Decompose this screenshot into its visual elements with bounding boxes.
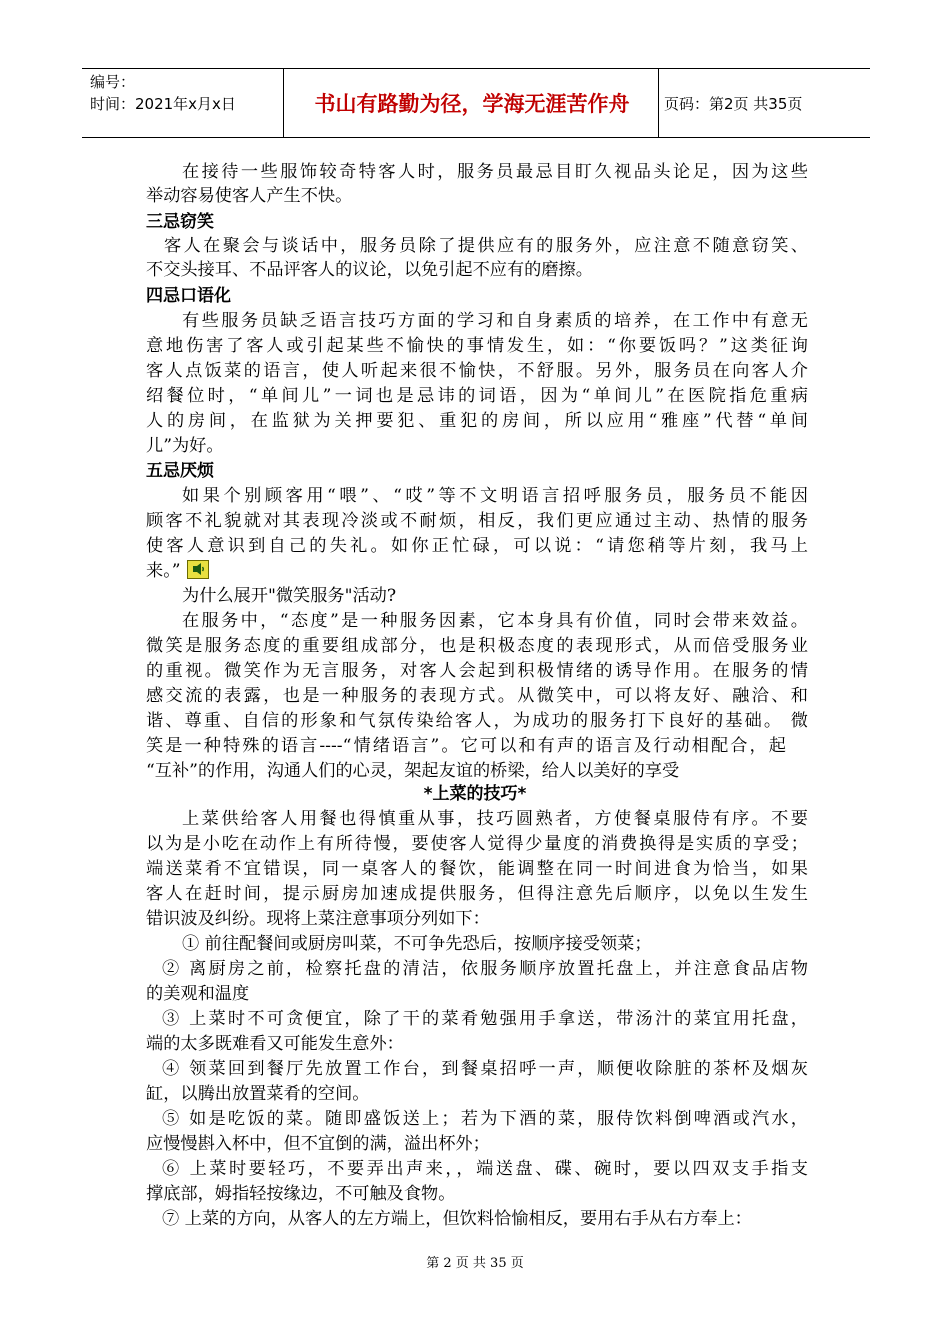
paragraph-line: 的重视。微笑作为无言服务，对客人会起到积极情绪的诱导作用。在服务的情 (146, 661, 808, 681)
number-label: 编号： (90, 73, 136, 91)
paragraph-line: 如果个别顾客用“喂”、“哎”等不文明语言招呼服务员，服务员不能因 (182, 486, 808, 506)
paragraph-line: 在服务中，“态度”是一种服务因素，它本身具有价值，同时会带来效益。 (182, 611, 808, 631)
list-item: ③ 上菜时不可贪便宜，除了干的菜肴勉强用手拿送，带汤汁的菜宜用托盘， (162, 1009, 808, 1029)
paragraph-line: 客人在聚会与谈话中，服务员除了提供应有的服务外，应注意不随意窃笑、 (164, 236, 808, 256)
section-heading: 五忌厌烦 (146, 461, 214, 481)
paragraph-line: 不交头接耳、不品评客人的议论，以免引起不应有的磨擦。 (146, 260, 593, 280)
list-item: ⑦ 上菜的方向，从客人的左方端上，但饮料恰愉相反，要用右手从右方奉上： (162, 1209, 752, 1229)
paragraph-line: 绍餐位时，“单间儿”一词也是忌讳的词语，因为“单间儿”在医院指危重病 (146, 386, 808, 406)
paragraph-line: 以为是小吃在动作上有所待慢，要使客人觉得少量度的消费换得是实质的享受； (146, 834, 808, 854)
paragraph-line: 人的房间，在监狱为关押要犯、重犯的房间，所以应用“雅座”代替“单间 (146, 411, 808, 431)
paragraph-line: 客人在赶时间，提示厨房加速成提供服务，但得注意先后顺序，以免以生发生 (146, 884, 808, 904)
paragraph-text: 来。” (146, 561, 181, 581)
page-footer: 第 2 页 共 35 页 (426, 1256, 524, 1271)
paragraph-line: 感交流的表露，也是一种服务的表现方式。从微笑中，可以将友好、融洽、和 (146, 686, 808, 706)
date-label: 时间：2021年x月x日 (90, 95, 236, 113)
question-line: 为什么展开"微笑服务"活动? (182, 586, 397, 606)
paragraph-line: 错识波及纠纷。现将上菜注意事项分列如下： (146, 909, 490, 929)
page-header (82, 68, 870, 138)
paragraph-line: 意地伤害了客人或引起某些不愉快的事情发生，如：“你要饭吗？”这类征询 (146, 336, 808, 356)
header-divider (283, 69, 284, 137)
paragraph-line: 谐、尊重、自信的形象和气氛传染给客人，为成功的服务打下良好的基础。 微 (146, 711, 808, 731)
header-page-info: 页码：第2页 共35页 (664, 94, 803, 113)
list-item-continuation: 应慢慢斟入杯中，但不宜倒的满，溢出杯外； (146, 1134, 490, 1154)
section-heading: 四忌口语化 (146, 286, 231, 306)
paragraph-line: 客人点饭菜的语言，使人听起来很不愉快，不舒服。另外，服务员在向客人介 (146, 361, 808, 381)
paragraph-line: 有些服务员缺乏语言技巧方面的学习和自身素质的培养，在工作中有意无 (182, 311, 808, 331)
paragraph-line: “互补”的作用，沟通人们的心灵，架起友谊的桥梁，给人以美好的享受 (146, 761, 680, 781)
paragraph-line (146, 559, 209, 583)
paragraph-line: 儿”为好。 (146, 436, 224, 456)
header-divider (658, 69, 659, 137)
list-item-continuation: 的美观和温度 (146, 984, 250, 1004)
paragraph-line: 端送菜肴不宜错误，同一桌客人的餐饮，能调整在同一时间进食为恰当，如果 (146, 859, 808, 879)
list-item-continuation: 缸，以腾出放置菜肴的空间。 (146, 1084, 370, 1104)
speaker-icon[interactable] (187, 560, 209, 579)
paragraph-line: 微笑是服务态度的重要组成部分，也是积极态度的表现形式，从而倍受服务业 (146, 636, 808, 656)
paragraph-line: 笑是一种特殊的语言----“情绪语言”。它可以和有声的语言及行动相配合，起 (146, 736, 786, 756)
list-item: ① 前往配餐间或厨房叫菜，不可争先恐后，按顺序接受领菜； (182, 934, 652, 954)
paragraph-line: 在接待一些服饰较奇特客人时，服务员最忌目盯久视品头论足，因为这些 (182, 162, 808, 182)
section-title: *上菜的技巧* (423, 784, 527, 804)
paragraph-line: 举动容易使客人产生不快。 (146, 186, 353, 206)
paragraph-line: 上菜供给客人用餐也得慎重从事，技巧圆熟者，方使餐桌服侍有序。不要 (182, 809, 808, 829)
list-item: ⑤ 如是吃饭的菜。随即盛饭送上；若为下酒的菜，服侍饮料倒啤酒或汽水， (162, 1109, 808, 1129)
list-item: ④ 领菜回到餐厅先放置工作台，到餐桌招呼一声，顺便收除脏的茶杯及烟灰 (162, 1059, 808, 1079)
list-item-continuation: 撑底部，姆指轻按缘边，不可触及食物。 (146, 1184, 456, 1204)
list-item-continuation: 端的太多既难看又可能发生意外： (146, 1034, 404, 1054)
paragraph-line: 顾客不礼貌就对其表现冷淡或不耐烦，相反，我们更应通过主动、热情的服务 (146, 511, 808, 531)
paragraph-line: 使客人意识到自己的失礼。如你正忙碌，可以说：“请您稍等片刻，我马上 (146, 536, 808, 556)
header-meta (90, 71, 236, 115)
section-heading: 三忌窃笑 (146, 212, 214, 232)
header-motto: 书山有路勤为径，学海无涯苦作舟 (314, 92, 630, 116)
list-item: ② 离厨房之前，检察托盘的清洁，依服务顺序放置托盘上，并注意食品店物 (162, 959, 808, 979)
list-item: ⑥ 上菜时要轻巧，不要弄出声来，，端送盘、碟、碗时，要以四双支手指支 (162, 1159, 808, 1179)
